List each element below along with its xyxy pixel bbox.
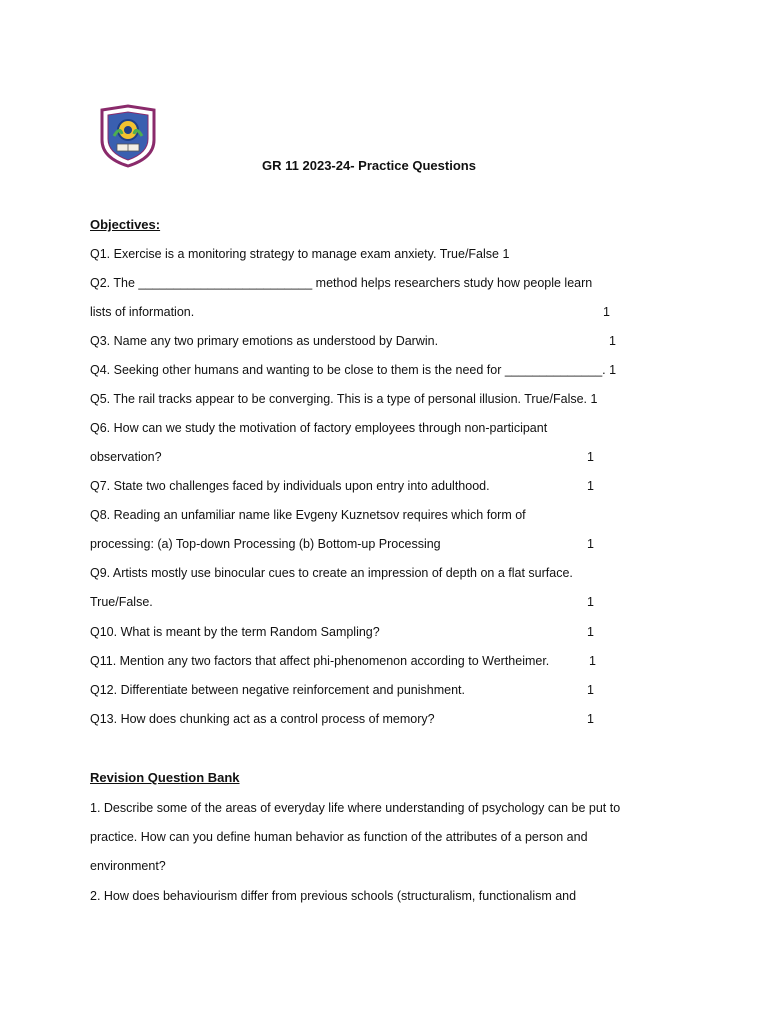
marks-value: 1 xyxy=(609,334,616,348)
marks-value: 1 xyxy=(587,625,594,639)
question-line: processing: (a) Top-down Processing (b) Bottom-up Processing xyxy=(90,537,441,551)
question-line: Q4. Seeking other humans and wanting to be close to them is the need for ______________. 1 xyxy=(90,363,617,377)
question-line: Q9. Artists mostly use binocular cues to create an impression of depth on a flat surface. xyxy=(90,566,573,580)
revision-line: practice. How can you define human behavior as function of the attributes of a person and xyxy=(90,830,588,844)
revision-line: environment? xyxy=(90,859,166,873)
question-line: True/False. xyxy=(90,595,153,609)
title-text: GR 11 2023-24- Practice Questions xyxy=(262,158,476,173)
question-line: Q5. The rail tracks appear to be converging. This is a type of personal illusion. True/False. 1 xyxy=(90,392,598,406)
objectives-heading: Objectives: xyxy=(90,217,161,232)
question-line: Q11. Mention any two factors that affect phi-phenomenon according to Wertheimer. xyxy=(90,654,550,668)
marks-value: 1 xyxy=(587,683,594,697)
question-line: Q8. Reading an unfamiliar name like Evgeny Kuznetsov requires which form of xyxy=(90,508,526,522)
question-line: Q1. Exercise is a monitoring strategy to manage exam anxiety. True/False 1 xyxy=(90,247,510,261)
question-line: Q7. State two challenges faced by individuals upon entry into adulthood. xyxy=(90,479,490,493)
question-line: Q3. Name any two primary emotions as understood by Darwin. xyxy=(90,334,439,348)
question-line: Q12. Differentiate between negative reinforcement and punishment. xyxy=(90,683,465,697)
revision-line: 2. How does behaviourism differ from previous schools (structuralism, functionalism and xyxy=(90,889,577,903)
question-line: observation? xyxy=(90,450,162,464)
question-line: lists of information. xyxy=(90,305,195,319)
question-line: Q13. How does chunking act as a control process of memory? xyxy=(90,712,435,726)
marks-value: 1 xyxy=(589,654,596,668)
revision-heading: Revision Question Bank xyxy=(90,770,240,785)
marks-value: 1 xyxy=(603,305,610,319)
revision-line: 1. Describe some of the areas of everyday life where understanding of psychology can be put to xyxy=(90,801,621,815)
marks-value: 1 xyxy=(587,479,594,493)
marks-value: 1 xyxy=(587,537,594,551)
question-line: Q2. The _________________________ method helps researchers study how people learn xyxy=(90,276,593,290)
marks-value: 1 xyxy=(587,712,594,726)
page-title xyxy=(0,158,768,173)
marks-value: 1 xyxy=(587,595,594,609)
marks-value: 1 xyxy=(587,450,594,464)
question-line: Q6. How can we study the motivation of factory employees through non-participant xyxy=(90,421,548,435)
question-line: Q10. What is meant by the term Random Sampling? xyxy=(90,625,380,639)
